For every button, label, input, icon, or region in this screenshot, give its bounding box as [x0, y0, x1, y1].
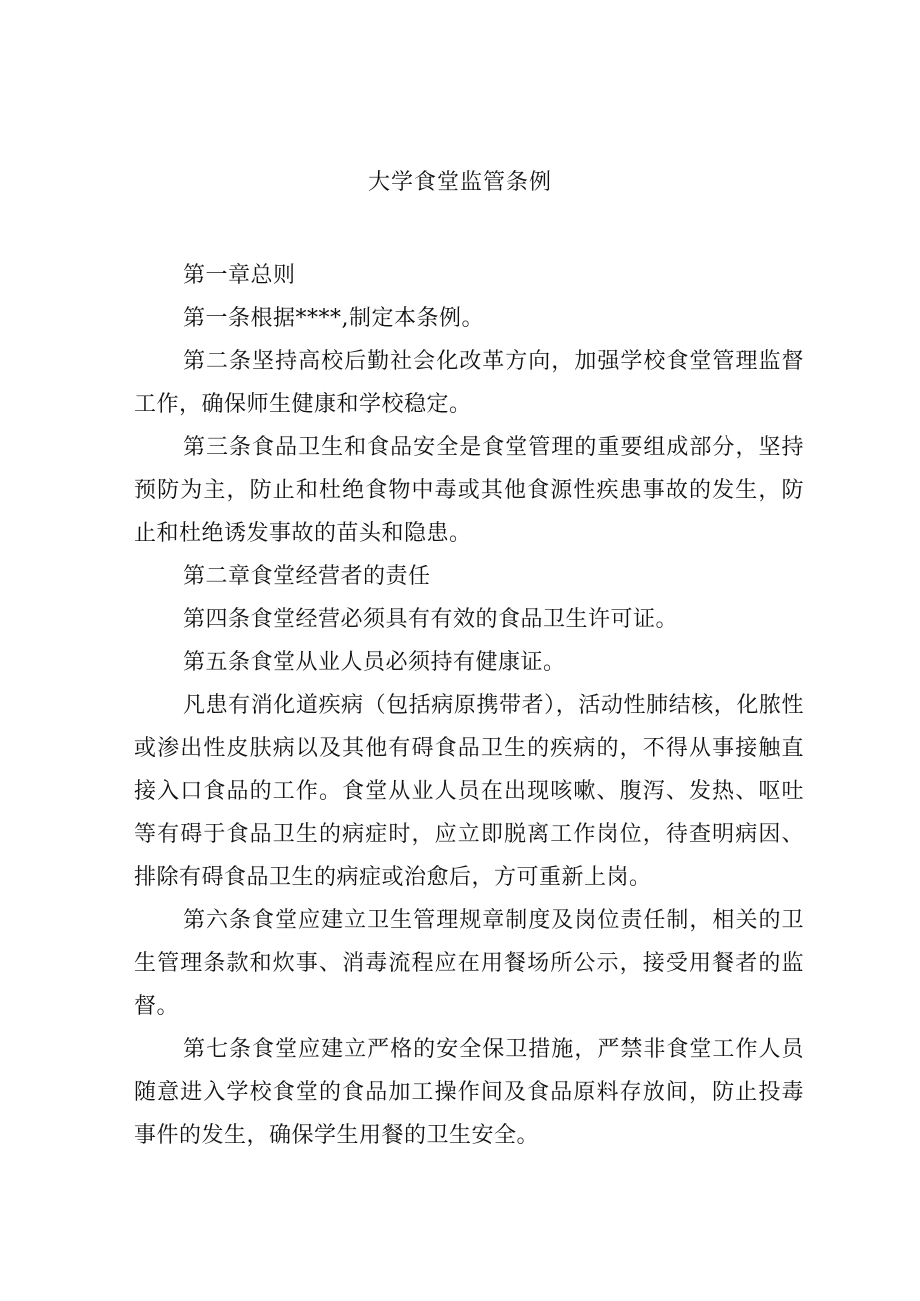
article-7: 第七条食堂应建立严格的安全保卫措施，严禁非食堂工作人员随意进入学校食堂的食品加工操作间及食品原料存放间，防止投毒事件的发生，确保学生用餐的卫生安全。 — [134, 1037, 804, 1148]
document-title: 大学食堂监管条例 — [367, 170, 552, 195]
chapter-2-heading: 第二章食堂经营者的责任 — [183, 564, 431, 589]
article-6: 第六条食堂应建立卫生管理规章制度及岗位责任制，相关的卫生管理条款和炊事、消毒流程应在用餐场所公示，接受用餐者的监督。 — [134, 908, 804, 1019]
article-1: 第一条根据****,制定本条例。 — [183, 306, 484, 331]
article-2: 第二条坚持高校后勤社会化改革方向，加强学校食堂管理监督工作，确保师生健康和学校稳定。 — [134, 349, 804, 417]
article-5: 第五条食堂从业人员必须持有健康证。 — [183, 650, 566, 675]
article-3: 第三条食品卫生和食品安全是食堂管理的重要组成部分，坚持预防为主，防止和杜绝食物中毒或其他食源性疾患事故的发生，防止和杜绝诱发事故的苗头和隐患。 — [134, 435, 804, 546]
article-5-detail: 凡患有消化道疾病（包括病原携带者），活动性肺结核，化脓性或渗出性皮肤病以及其他有碍食品卫生的疾病的，不得从事接触直接入口食品的工作。食堂从业人员在出现咳嗽、腹泻、发热、呕吐等有碍于食品卫生的病症时，应立即脱离工作岗位，待查明病因、排除有碍食品卫生的病症或治愈后，方可重新上岗。 — [134, 693, 804, 890]
article-4: 第四条食堂经营必须具有有效的食品卫生许可证。 — [183, 607, 679, 632]
chapter-1-heading: 第一章总则 — [183, 263, 296, 288]
document-body — [134, 254, 804, 1157]
